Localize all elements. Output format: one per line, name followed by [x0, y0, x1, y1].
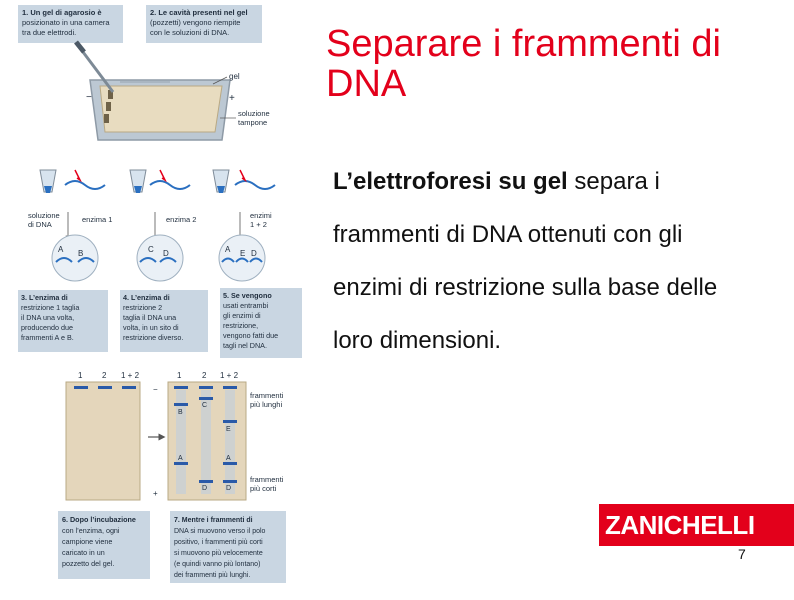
lane2-top-label: 2 — [102, 371, 107, 380]
buffer-label-line1: soluzione — [238, 109, 270, 118]
step6-line1: 6. Dopo l’incubazione — [62, 515, 136, 524]
step3-line1: 3. L’enzima di — [21, 293, 68, 302]
frag-A-3: A — [225, 245, 231, 254]
gel-label: gel — [229, 72, 240, 81]
band-C-label: C — [202, 402, 208, 409]
logo-text: ZANICHELLI — [605, 509, 755, 540]
frag-A-1: A — [58, 245, 64, 254]
lane3-top-label: 1 + 2 — [121, 371, 140, 380]
step2-line3: con le soluzioni di DNA. — [150, 28, 230, 37]
buffer-label-line2: tampone — [238, 118, 268, 127]
slide-title: Separare i frammenti di DNA — [326, 23, 721, 105]
band-D2-label: D — [202, 485, 208, 492]
enzymes12-line2: 1 + 2 — [250, 220, 267, 229]
lane3-mid-label: 1 + 2 — [220, 371, 239, 380]
electrophoresis-figure — [0, 0, 320, 595]
svg-text:frammenti più corti — [250, 475, 285, 493]
step5-line6: tagli nel DNA. — [223, 341, 267, 350]
band-A1-label: A — [178, 455, 183, 462]
body-rest-text: separa i frammenti di DNA ottenuti con gli enzimi di restrizione sulla base delle loro dimensioni. — [333, 168, 718, 354]
svg-text:enzimi 1 + 2 — [250, 211, 274, 229]
band-E-label: E — [226, 426, 231, 433]
band-B-label: B — [178, 409, 183, 416]
lane1-top-label: 1 — [78, 371, 83, 380]
frag-D-2: D — [163, 249, 169, 258]
step7-line1: 7. Mentre i frammenti di — [174, 517, 253, 524]
step6-line3: campione viene — [62, 537, 113, 546]
frag-D-3: D — [251, 249, 257, 258]
long-frag-line2: più lunghi — [250, 400, 283, 409]
step7-line2: DNA si muovono verso il polo — [174, 528, 266, 535]
frag-E-3: E — [240, 249, 246, 258]
step1-line1: 1. Un gel di agarosio è — [22, 8, 102, 17]
short-frag-line1: frammenti — [250, 475, 284, 484]
step1-line2: posizionato in una camera — [22, 18, 110, 27]
step3-line3: il DNA una volta, — [21, 313, 75, 322]
frag-C-2: C — [148, 245, 154, 254]
circle-enzyme1 — [52, 235, 98, 281]
slide-body — [333, 155, 753, 367]
short-frag-line2: più corti — [250, 484, 277, 493]
lane1-mid-label: 1 — [177, 371, 182, 380]
gel-minus-label: − — [153, 385, 158, 394]
svg-text:soluzione di DNA — [28, 211, 62, 229]
step6-line4: caricato in un — [62, 548, 105, 557]
enzymes12-line1: enzimi — [250, 211, 272, 220]
lane2-mid-label: 2 — [202, 371, 207, 380]
long-frag-line1: frammenti — [250, 391, 284, 400]
step3-line2: restrizione 1 taglia — [21, 303, 80, 312]
band-D3-label: D — [226, 485, 232, 492]
step2-line2: (pozzetti) vengono riempite — [150, 18, 241, 27]
step4-line4: volta, in un sito di — [123, 323, 179, 332]
page-number: 7 — [738, 546, 746, 562]
step5-line3: gli enzimi di — [223, 311, 261, 320]
enzyme2-label: enzima 2 — [166, 215, 197, 224]
step4-line1: 4. L’enzima di — [123, 293, 170, 302]
zanichelli-logo — [599, 504, 794, 546]
step5-line5: vengono fatti due — [223, 331, 279, 340]
step3-line5: frammenti A e B. — [21, 333, 74, 342]
plus-electrode-label: + — [229, 93, 235, 104]
svg-text:frammenti più lunghi — [250, 391, 285, 409]
loaded-gel — [66, 382, 140, 500]
band-A3-label: A — [226, 455, 231, 462]
step7-line6: dei frammenti più lunghi. — [174, 572, 251, 579]
step4-line2: restrizione 2 — [123, 303, 163, 312]
enzyme1-label: enzima 1 — [82, 215, 113, 224]
minus-electrode-label: − — [86, 92, 92, 103]
gel-plus-label: + — [153, 489, 158, 498]
step6-line5: pozzetto del gel. — [62, 559, 115, 568]
step1-line3: tra due elettrodi. — [22, 28, 77, 37]
tubes-row — [40, 170, 275, 193]
body-bold-text: L’elettroforesi su gel — [333, 168, 568, 195]
step6-line2: con l’enzima, ogni — [62, 526, 120, 535]
step7-line4: si muovono più velocemente — [174, 550, 263, 557]
dna-solution-line1: soluzione — [28, 211, 60, 220]
step4-line3: taglia il DNA una — [123, 313, 177, 322]
step7-line3: positivo, i frammenti più corti — [174, 539, 263, 546]
step4-line5: restrizione diverso. — [123, 333, 184, 342]
step5-line2: usati entrambi — [223, 301, 269, 310]
svg-text:soluzione tampone — [238, 109, 272, 127]
step5-line1: 5. Se vengono — [223, 291, 272, 300]
dna-solution-line2: di DNA — [28, 220, 52, 229]
step5-line4: restrizione, — [223, 321, 259, 330]
step2-line1: 2. Le cavità presenti nel gel — [150, 8, 248, 17]
step3-line4: producendo due — [21, 323, 73, 332]
step7-line5: (e quindi vanno più lontano) — [174, 561, 261, 568]
frag-B-1: B — [78, 249, 84, 258]
